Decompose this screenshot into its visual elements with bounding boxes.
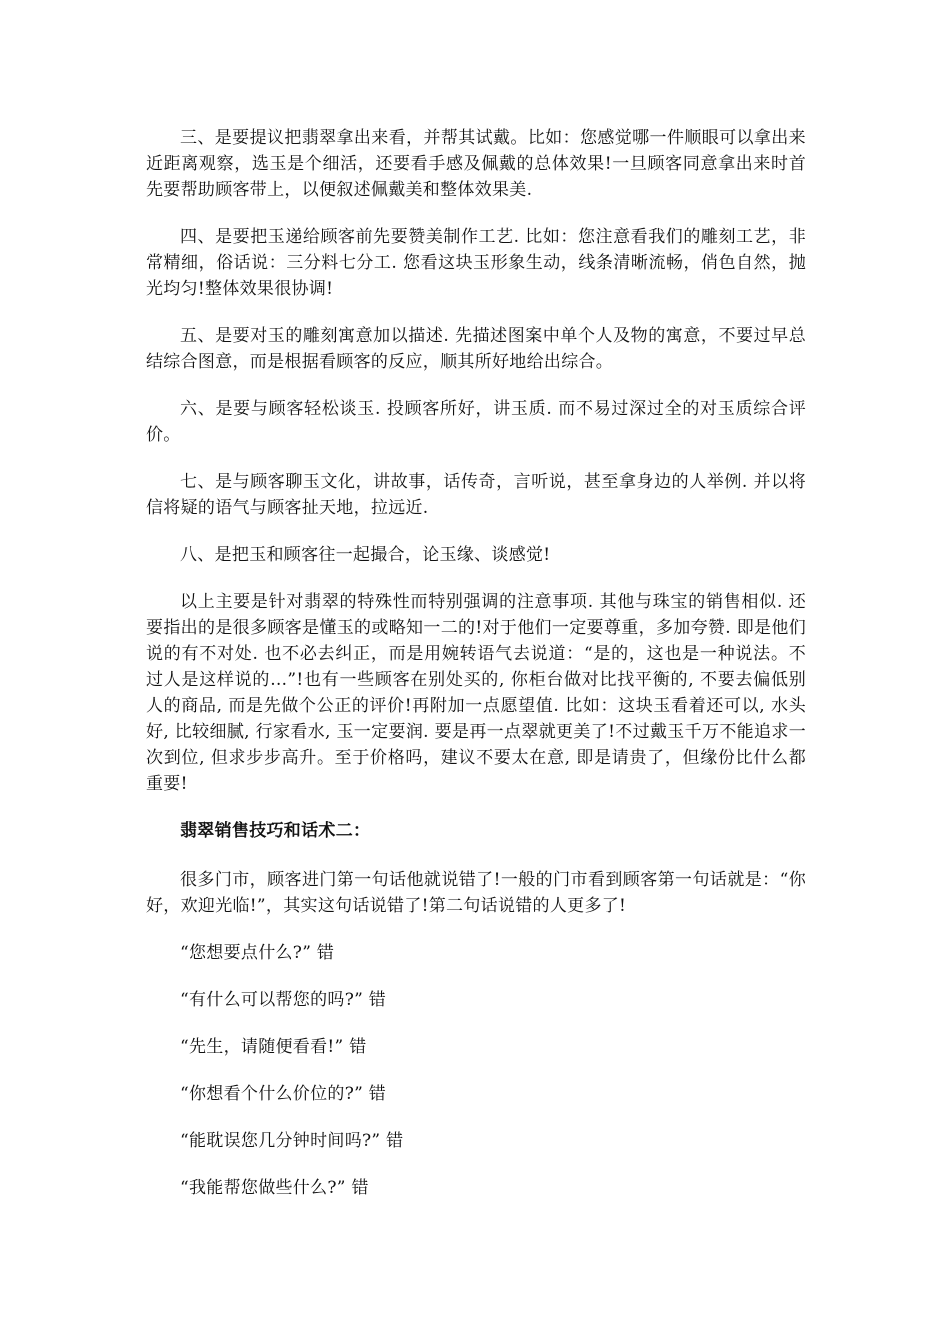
document-body: [146, 125, 806, 1222]
quote-line: “我能帮您做些什么?” 错: [180, 1178, 369, 1198]
paragraph-seven: 七、是与顾客聊玉文化，讲故事，话传奇，言听说，甚至拿身边的人举例. 并以将信将疑的语气与顾客扯天地，拉远近.: [146, 472, 806, 518]
paragraph-five: 五、是要对玉的雕刻寓意加以描述. 先描述图案中单个人及物的寓意，不要过早总结综合图意，而是根据看顾客的反应，顺其所好地给出综合。: [146, 326, 806, 372]
paragraph-six: 六、是要与顾客轻松谈玉. 投顾客所好，讲玉质. 而不易过深过全的对玉质综合评价。: [146, 399, 806, 445]
paragraph-four: 四、是要把玉递给顾客前先要赞美制作工艺. 比如：您注意看我们的雕刻工艺，非常精细，俗话说：三分料七分工. 您看这块玉形象生动，线条清晰流畅，俏色自然，抛光均匀!整体效果很协调!: [146, 227, 806, 299]
paragraph-eight: 八、是把玉和顾客往一起撮合，论玉缘、谈感觉!: [180, 545, 551, 565]
quote-line: “您想要点什么?” 错: [180, 943, 335, 963]
quote-line: “先生，请随便看看!” 错: [180, 1037, 367, 1057]
paragraph-summary: 以上主要是针对翡翠的特殊性而特别强调的注意事项. 其他与珠宝的销售相似. 还要指出的是很多顾客是懂玉的或略知一二的!对于他们一定要尊重，多加夸赞. 即是他们说的有不对处. 也不必去纠正，而是用婉转语气去说道：“是的，这也是一种说法。不过人是这样说的…”!也有一些顾客在别处买的, 你柜台做对比找平衡的, 不要去偏低别人的商品, 而是先做个公正的评价!再附加一点愿望值. 比如：这块玉看着还可以, 水头好, 比较细腻, 行家看水, 玉一定要润. 要是再一点翠就更美了!不过戴玉千万不能追求一次到位, 但求步步高升。至于价格吗，建议不要太在意, 即是请贵了，但缘份比什么都重要!: [146, 592, 806, 794]
paragraph-three: 三、是要提议把翡翠拿出来看，并帮其试戴。比如：您感觉哪一件顺眼可以拿出来近距离观察，选玉是个细活，还要看手感及佩戴的总体效果!一旦顾客同意拿出来时首先要帮助顾客带上，以便叙述佩戴美和整体效果美.: [146, 128, 806, 200]
quote-line: “能耽误您几分钟时间吗?” 错: [180, 1131, 404, 1151]
section-heading: 翡翠销售技巧和话术二：: [180, 821, 371, 841]
paragraph-intro: 很多门市，顾客进门第一句话他就说错了!一般的门市看到顾客第一句话就是：“你好，欢迎光临!”，其实这句话说错了!第二句话说错的人更多了!: [146, 870, 806, 916]
quote-line: “有什么可以帮您的吗?” 错: [180, 990, 387, 1010]
quote-line: “你想看个什么价位的?” 错: [180, 1084, 387, 1104]
